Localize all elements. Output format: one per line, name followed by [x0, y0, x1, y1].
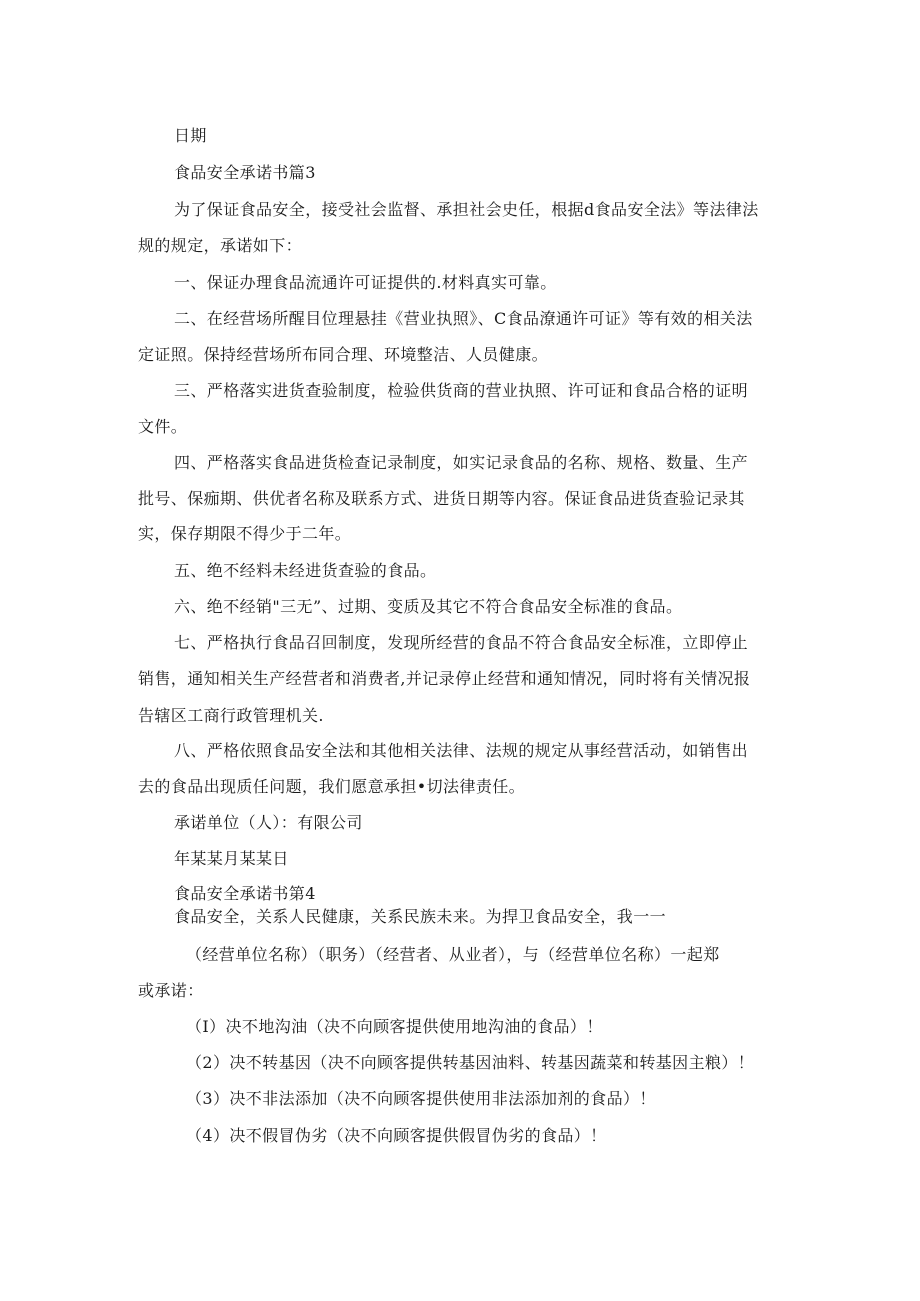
- clause-2-line-2: 定证照。保持经营场所布同合理、环境整洁、人员健康。: [138, 345, 549, 364]
- clause-7-line-1: 七、严格执行食品召回制度，发现所经营的食品不符合食品安全标准，立即停止: [174, 633, 749, 652]
- pledge-item-1: （I）决不地沟油（决不向顾客提供使用地沟油的食品）！: [186, 1017, 603, 1036]
- pledge-item-4: （4）决不假冒伪劣（决不向顾客提供假冒伪劣的食品）！: [186, 1126, 607, 1145]
- clause-7-line-2: 销售，通知相关生产经营者和消费者,并记录停止经营和通知情况，同时将有关情况报: [138, 669, 751, 688]
- signing-date: 年某某月某某日: [174, 849, 289, 868]
- clause-3-line-1: 三、严格落实进货查验制度，检验供货商的营业执照、许可证和食品合格的证明: [174, 381, 749, 400]
- clause-4-line-3: 实，保存期限不得少于二年。: [138, 524, 352, 543]
- pledge-item-3: （3）决不非法添加（决不向顾客提供使用非法添加剂的食品）！: [186, 1089, 656, 1108]
- clause-6: 六、绝不经销"三无”、过期、变质及其它不符合食品安全标准的食品。: [174, 597, 683, 616]
- pledge-intro-line-2: （经营单位名称）（职务）（经营者、从业者），与（经营单位名称）一起郑: [186, 945, 720, 964]
- pledge-intro-line-1: 食品安全，关系人民健康，关系民族未来。为捍卫食品安全，我一一: [174, 907, 667, 926]
- clause-4-line-1: 四、严格落实食品进货检查记录制度，如实记录食品的名称、规格、数量、生产: [174, 453, 749, 472]
- clause-7-line-3: 告辖区工商行政管理机关.: [138, 706, 324, 725]
- signing-unit: 承诺单位（人）：有限公司: [174, 813, 363, 832]
- pledge-intro-line-3: 或承诺：: [138, 981, 204, 1000]
- clause-2-line-1: 二、在经营场所醒目位理悬挂《营业执照》、C食品潦通许可证》等有效的相关法: [174, 309, 753, 328]
- clause-5: 五、绝不经料未经进货查验的食品。: [174, 561, 437, 580]
- clause-1: 一、保证办理食品流通许可证提供的.材料真实可靠。: [174, 273, 557, 292]
- intro-paragraph-line-1: 为了保证食品安全，接受社会监督、承担社会史任，根据d食品安全法》等法律法: [174, 200, 759, 219]
- clause-3-line-2: 文件。: [138, 417, 188, 436]
- date-line: 日期: [174, 126, 207, 145]
- section-title-3: 食品安全承诺书篇3: [174, 163, 316, 182]
- clause-8-line-2: 去的食品出现质任问题，我们愿意承担•切法律责任。: [138, 777, 526, 796]
- clause-8-line-1: 八、严格依照食品安全法和其他相关法律、法规的规定从事经营活动，如销售出: [174, 741, 749, 760]
- section-title-4: 食品安全承诺书第4: [174, 884, 316, 903]
- pledge-item-2: （2）决不转基因（决不向顾客提供转基因油料、转基因蔬菜和转基因主粮）！: [186, 1053, 755, 1072]
- clause-4-line-2: 批号、保痂期、供优者名称及联系方式、进货日期等内容。保证食品进货查验记录其: [138, 489, 745, 508]
- intro-paragraph-line-2: 规的规定，承诺如下：: [138, 236, 303, 255]
